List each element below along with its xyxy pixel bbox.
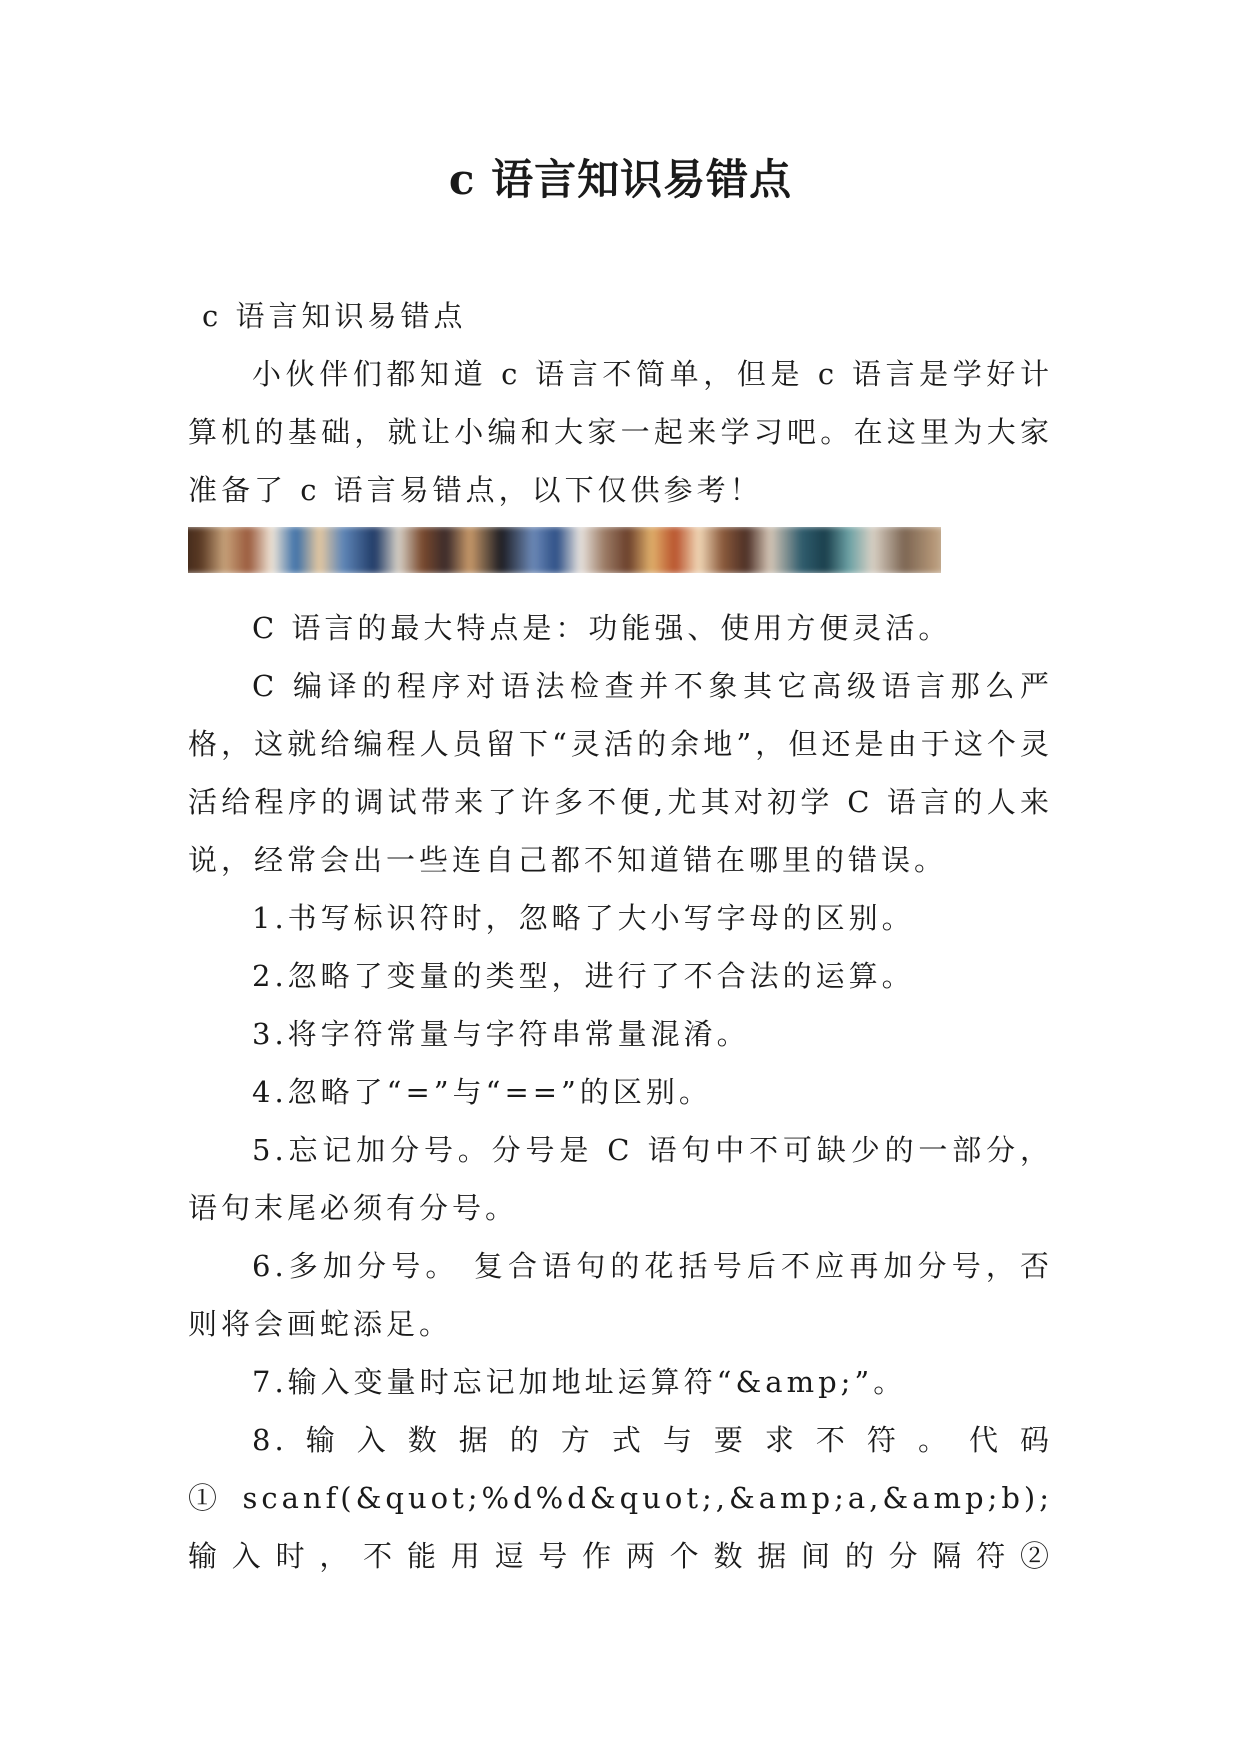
paragraph: C 语言的最大特点是：功能强、使用方便灵活。 <box>252 611 952 645</box>
blurred-image-strip <box>188 527 941 573</box>
list-item: 6.多加分号。 复合语句的花括号后不应再加分号，否则将会画蛇添足。 <box>188 1249 1053 1341</box>
page-title: c 语言知识易错点 <box>448 155 793 204</box>
list-item: 3.将字符常量与字符串常量混淆。 <box>252 1017 750 1051</box>
list-item: 7.输入变量时忘记加地址运算符“&amp;”。 <box>252 1365 907 1399</box>
intro-paragraph: 小伙伴们都知道 c 语言不简单，但是 c 语言是学好计算机的基础，就让小编和大家一起来学习吧。在这里为大家准备了 c 语言易错点，以下仅供参考！ <box>188 357 1053 507</box>
document-body <box>188 287 1053 1585</box>
list-item: 4.忽略了“=”与“==”的区别。 <box>252 1075 712 1109</box>
list-item: 2.忽略了变量的类型，进行了不合法的运算。 <box>252 959 915 993</box>
paragraph: C 编译的程序对语法检查并不象其它高级语言那么严格，这就给编程人员留下“灵活的余地”，但还是由于这个灵活给程序的调试带来了许多不便,尤其对初学 C 语言的人来说，经常会出一些连自己都不知道错在哪里的错误。 <box>188 669 1053 877</box>
banner-image <box>188 527 941 573</box>
list-item: 8.输入数据的方式与要求不符。代码①scanf(&quot;%d%d&quot;,&amp;a,&amp;b);输入时，不能用逗号作两个数据间的分隔符② <box>188 1423 1053 1573</box>
list-item: 1.书写标识符时，忽略了大小写字母的区别。 <box>252 901 915 935</box>
list-item: 5.忘记加分号。分号是 C 语句中不可缺少的一部分，语句末尾必须有分号。 <box>188 1133 1053 1225</box>
document-subtitle: c 语言知识易错点 <box>202 299 467 333</box>
